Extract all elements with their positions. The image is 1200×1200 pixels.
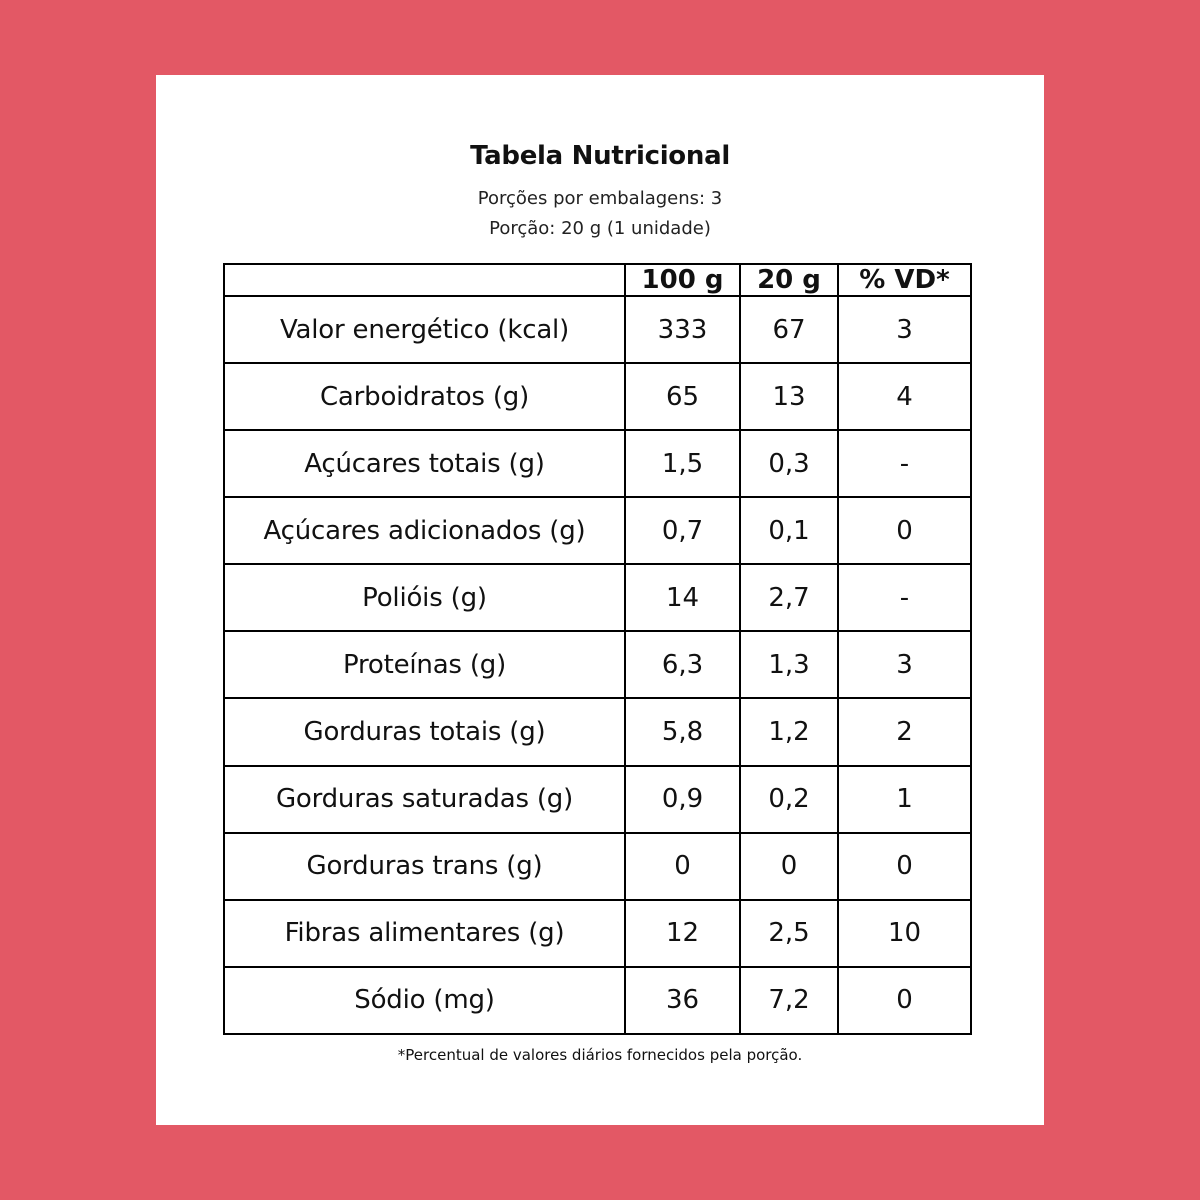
value-20g: 0,3 xyxy=(740,430,838,497)
value-100g: 0,7 xyxy=(625,497,740,564)
table-row xyxy=(224,766,971,833)
table-row xyxy=(224,900,971,967)
value-vd: 0 xyxy=(838,497,971,564)
value-vd: 0 xyxy=(838,967,971,1034)
serving-size: Porção: 20 g (1 unidade) xyxy=(489,218,711,239)
value-vd: 4 xyxy=(838,363,971,430)
value-20g: 0,1 xyxy=(740,497,838,564)
value-100g: 333 xyxy=(625,296,740,363)
value-vd: 3 xyxy=(838,296,971,363)
table-row xyxy=(224,430,971,497)
value-20g: 2,5 xyxy=(740,900,838,967)
value-20g: 13 xyxy=(740,363,838,430)
value-vd: 0 xyxy=(838,833,971,900)
nutrient-label: Proteínas (g) xyxy=(224,631,625,698)
table-row xyxy=(224,564,971,631)
nutrient-label: Polióis (g) xyxy=(224,564,625,631)
table-title: Tabela Nutricional xyxy=(470,141,730,171)
footnote: *Percentual de valores diários fornecidos pela porção. xyxy=(397,1046,803,1064)
nutrient-label: Açúcares adicionados (g) xyxy=(224,497,625,564)
nutrient-label: Fibras alimentares (g) xyxy=(224,900,625,967)
nutrient-label: Gorduras totais (g) xyxy=(224,698,625,765)
header-row xyxy=(224,264,971,296)
value-100g: 1,5 xyxy=(625,430,740,497)
value-100g: 5,8 xyxy=(625,698,740,765)
value-100g: 36 xyxy=(625,967,740,1034)
nutrient-label: Gorduras saturadas (g) xyxy=(224,766,625,833)
value-20g: 1,3 xyxy=(740,631,838,698)
table-row xyxy=(224,631,971,698)
value-100g: 12 xyxy=(625,900,740,967)
value-20g: 1,2 xyxy=(740,698,838,765)
value-vd: - xyxy=(838,430,971,497)
value-20g: 2,7 xyxy=(740,564,838,631)
value-20g: 7,2 xyxy=(740,967,838,1034)
table-row xyxy=(224,833,971,900)
value-20g: 0 xyxy=(740,833,838,900)
nutrition-table xyxy=(223,263,972,1035)
nutrient-label: Valor energético (kcal) xyxy=(224,296,625,363)
header-cell-empty xyxy=(224,264,625,296)
table-row xyxy=(224,363,971,430)
value-100g: 14 xyxy=(625,564,740,631)
table-row xyxy=(224,698,971,765)
value-vd: 2 xyxy=(838,698,971,765)
value-100g: 0,9 xyxy=(625,766,740,833)
value-100g: 0 xyxy=(625,833,740,900)
header-cell-20g: 20 g xyxy=(740,264,838,296)
value-100g: 65 xyxy=(625,363,740,430)
table-row xyxy=(224,497,971,564)
nutrient-label: Sódio (mg) xyxy=(224,967,625,1034)
value-vd: 10 xyxy=(838,900,971,967)
nutrient-label: Açúcares totais (g) xyxy=(224,430,625,497)
nutrient-label: Gorduras trans (g) xyxy=(224,833,625,900)
value-20g: 0,2 xyxy=(740,766,838,833)
table-row xyxy=(224,296,971,363)
value-20g: 67 xyxy=(740,296,838,363)
table-row xyxy=(224,967,971,1034)
value-vd: - xyxy=(838,564,971,631)
header-cell-100g: 100 g xyxy=(625,264,740,296)
header-cell-vd: % VD* xyxy=(838,264,971,296)
servings-per-package: Porções por embalagens: 3 xyxy=(477,188,723,209)
value-vd: 1 xyxy=(838,766,971,833)
value-vd: 3 xyxy=(838,631,971,698)
nutrient-label: Carboidratos (g) xyxy=(224,363,625,430)
value-100g: 6,3 xyxy=(625,631,740,698)
